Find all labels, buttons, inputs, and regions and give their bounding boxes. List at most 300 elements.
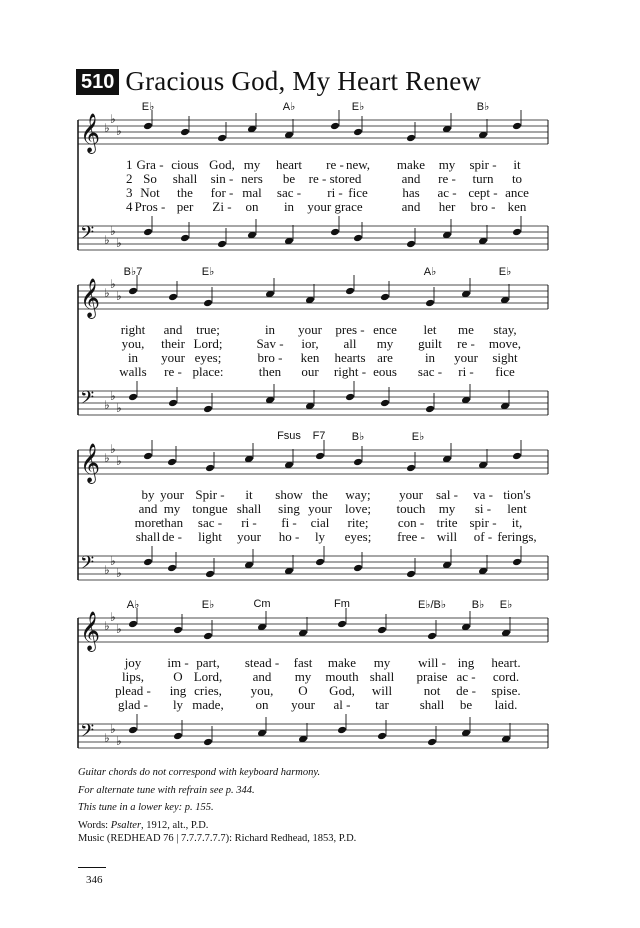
chord-symbol: A♭	[282, 101, 296, 113]
lyric-syllable: spir -	[469, 515, 497, 530]
lyric-syllable: make	[396, 157, 426, 172]
notehead	[512, 452, 522, 461]
notehead	[512, 558, 522, 567]
lyric-syllable: ing	[457, 655, 475, 670]
lyric-syllable: me	[458, 322, 474, 337]
lyric-syllable: spise.	[491, 683, 521, 698]
lyric-syllable: show	[275, 487, 303, 502]
lyric-syllable: and	[163, 322, 183, 337]
lyric-syllable: shall	[419, 697, 445, 712]
lyric-syllable: your	[237, 529, 261, 544]
lyric-line	[0, 364, 640, 379]
credits-words-source: Psalter	[110, 820, 142, 831]
lyric-syllable: my	[438, 157, 456, 172]
lyric-syllable: fi -	[281, 515, 297, 530]
lyric-line	[0, 157, 640, 172]
verse-number: 2	[126, 171, 133, 186]
credits-words	[78, 820, 208, 831]
lyric-syllable: on	[245, 199, 259, 214]
lyric-syllable: stead -	[244, 655, 280, 670]
lyric-syllable: shall	[236, 501, 262, 516]
lyric-syllable: shall	[172, 171, 198, 186]
notehead	[512, 228, 522, 237]
notehead	[353, 128, 363, 137]
lyric-line	[0, 199, 640, 214]
lyric-syllable: con -	[397, 515, 425, 530]
lyric-syllable: guilt	[418, 336, 442, 351]
lyric-syllable: the	[177, 185, 193, 200]
lyric-syllable: joy	[124, 655, 142, 670]
lyric-line	[0, 669, 640, 684]
notehead	[143, 228, 153, 237]
chord-symbol: E♭	[201, 599, 215, 611]
flat-icon: ♭	[116, 289, 122, 303]
lyric-syllable: rite;	[347, 515, 369, 530]
lyric-syllable: bro -	[257, 350, 283, 365]
note-guitar-chords: Guitar chords do not correspond with keyboard harmony.	[78, 767, 321, 778]
lyric-syllable: ken	[507, 199, 527, 214]
lyric-syllable: Lord,	[193, 669, 223, 684]
lyric-syllable: your grace	[307, 199, 363, 214]
chord-symbol: E♭	[411, 431, 425, 443]
lyric-syllable: will -	[418, 655, 446, 670]
notehead	[380, 293, 390, 302]
notehead	[425, 405, 435, 414]
lyric-syllable: right	[120, 322, 146, 337]
notehead	[345, 287, 355, 296]
lyric-syllable: pres -	[335, 322, 365, 337]
notehead	[143, 122, 153, 131]
lyric-syllable: it,	[511, 515, 523, 530]
flat-icon: ♭	[110, 722, 116, 736]
lyric-syllable: mal	[242, 185, 262, 200]
notehead	[377, 732, 387, 741]
lyric-syllable: Sav -	[256, 336, 284, 351]
lyric-syllable: your	[399, 487, 423, 502]
lyric-syllable: my	[373, 655, 391, 670]
lyric-line	[0, 501, 640, 516]
verse-number: 1	[126, 157, 133, 172]
chord-symbol: E♭	[499, 599, 513, 611]
lyric-syllable: your	[161, 350, 185, 365]
lyric-syllable: your	[298, 322, 322, 337]
footer-rule	[78, 867, 106, 868]
notehead	[128, 726, 138, 735]
bass-clef-icon: 𝄢	[80, 223, 95, 248]
lyric-syllable: be	[459, 697, 473, 712]
lyric-syllable: my	[243, 157, 261, 172]
lyric-syllable: shall	[369, 669, 395, 684]
lyric-syllable: in	[127, 350, 139, 365]
flat-icon: ♭	[110, 277, 116, 291]
lyric-syllable: de -	[456, 683, 476, 698]
treble-clef-icon: 𝄞	[80, 443, 101, 483]
lyric-syllable: eyes;	[194, 350, 222, 365]
lyric-syllable: their	[161, 336, 185, 351]
lyric-syllable: God,	[329, 683, 355, 698]
treble-clef-icon: 𝄞	[80, 611, 101, 651]
lyric-syllable: stay,	[493, 322, 517, 337]
lyric-line	[0, 171, 640, 186]
notehead	[345, 393, 355, 402]
lyric-syllable: Zi -	[212, 199, 232, 214]
lyric-syllable: Gra -	[136, 157, 164, 172]
lyric-syllable: your	[291, 697, 315, 712]
flat-icon: ♭	[104, 619, 110, 633]
lyric-syllable: and	[401, 171, 421, 186]
lyric-syllable: sin -	[210, 171, 234, 186]
lyric-syllable: cept -	[468, 185, 498, 200]
notehead	[337, 620, 347, 629]
lyric-syllable: of -	[473, 529, 493, 544]
lyric-syllable: ior,	[301, 336, 319, 351]
bass-clef-icon: 𝄢	[80, 388, 95, 413]
notehead	[330, 228, 340, 237]
lyric-syllable: ri -	[241, 515, 257, 530]
lyric-syllable: ly	[172, 697, 184, 712]
lyric-syllable: O	[298, 683, 308, 698]
credits-music: Music (REDHEAD 76 | 7.7.7.7.7.7): Richard Redhead, 1853, P.D.	[78, 833, 357, 844]
flat-icon: ♭	[104, 121, 110, 135]
lyric-syllable: not	[423, 683, 441, 698]
lyric-syllable: lips,	[121, 669, 145, 684]
chord-symbol: B♭	[471, 599, 485, 611]
lyric-syllable: Pros -	[134, 199, 166, 214]
verse-number: 4	[126, 199, 133, 214]
hymn-header	[76, 66, 481, 97]
lyric-syllable: love;	[345, 501, 371, 516]
lyric-syllable: my	[438, 501, 456, 516]
notehead	[173, 732, 183, 741]
lyric-syllable: place:	[192, 364, 224, 379]
notehead	[205, 464, 215, 473]
chord-symbol: E♭	[351, 101, 365, 113]
notehead	[168, 399, 178, 408]
chord-symbol: Fm	[334, 598, 350, 610]
note-lower-key: This tune in a lower key: p. 155.	[78, 802, 214, 813]
lyric-syllable: ken	[300, 350, 320, 365]
lyric-syllable: be	[282, 171, 296, 186]
chord-symbol: Cm	[253, 598, 271, 610]
lyric-syllable: it	[513, 157, 521, 172]
notehead	[168, 293, 178, 302]
lyric-syllable: al -	[333, 697, 351, 712]
notehead	[203, 405, 213, 414]
lyric-syllable: your	[454, 350, 478, 365]
lyric-syllable: in	[283, 199, 295, 214]
flat-icon: ♭	[110, 554, 116, 568]
lyric-syllable: the	[312, 487, 328, 502]
flat-icon: ♭	[116, 401, 122, 415]
lyric-syllable: hearts	[334, 350, 366, 365]
notehead	[377, 626, 387, 635]
chord-symbol: B♭	[351, 431, 365, 443]
lyric-line	[0, 683, 640, 698]
flat-icon: ♭	[116, 622, 122, 636]
lyric-line	[0, 336, 640, 351]
lyric-syllable: tion's	[503, 487, 531, 502]
lyric-syllable: will	[371, 683, 393, 698]
lyric-syllable: ferings,	[497, 529, 537, 544]
lyric-syllable: de -	[162, 529, 182, 544]
lyric-syllable: cries,	[194, 683, 222, 698]
flat-icon: ♭	[110, 610, 116, 624]
lyric-syllable: tongue	[192, 501, 228, 516]
notehead	[173, 626, 183, 635]
note-alternate-tune: For alternate tune with refrain see p. 344.	[78, 785, 255, 796]
notehead	[128, 620, 138, 629]
lyric-syllable: will	[436, 529, 458, 544]
notehead	[353, 234, 363, 243]
notehead	[425, 299, 435, 308]
lyric-line	[0, 655, 640, 670]
lyric-syllable: made,	[192, 697, 224, 712]
notehead	[217, 240, 227, 249]
lyric-syllable: and	[252, 669, 272, 684]
notehead	[128, 287, 138, 296]
lyric-syllable: for -	[210, 185, 234, 200]
lyric-syllable: sight	[492, 350, 518, 365]
lyric-syllable: has	[402, 185, 420, 200]
lyric-syllable: ing	[169, 683, 187, 698]
flat-icon: ♭	[110, 112, 116, 126]
lyric-syllable: sal -	[435, 487, 459, 502]
flat-icon: ♭	[110, 389, 116, 403]
bass-clef-icon: 𝄢	[80, 721, 95, 746]
notehead	[315, 452, 325, 461]
lyric-syllable: fast	[293, 655, 313, 670]
chord-symbol: E♭	[141, 101, 155, 113]
lyric-syllable: shall	[135, 529, 161, 544]
lyric-syllable: ners	[241, 171, 263, 186]
lyric-syllable: plead -	[115, 683, 151, 698]
notehead	[380, 399, 390, 408]
lyric-syllable: my	[376, 336, 394, 351]
lyric-syllable: eyes;	[344, 529, 372, 544]
chord-symbol: A♭	[126, 599, 140, 611]
lyric-syllable: heart.	[491, 655, 521, 670]
credits-words-rest: , 1912, alt., P.D.	[141, 820, 209, 831]
treble-clef-icon: 𝄞	[80, 113, 101, 153]
lyric-syllable: it	[245, 487, 253, 502]
lyric-syllable: re -	[326, 157, 344, 172]
lyric-syllable: way;	[345, 487, 371, 502]
lyric-syllable: O	[173, 669, 183, 684]
lyric-syllable: heart	[276, 157, 302, 172]
lyric-syllable: ho -	[278, 529, 300, 544]
lyric-syllable: right -	[333, 364, 367, 379]
lyric-syllable: glad -	[118, 697, 148, 712]
lyric-syllable: my	[294, 669, 312, 684]
lyric-syllable: you,	[250, 683, 274, 698]
notehead	[205, 570, 215, 579]
lyric-syllable: to	[511, 171, 523, 186]
lyric-line	[0, 322, 640, 337]
lyric-syllable: you,	[121, 336, 145, 351]
notehead	[143, 452, 153, 461]
lyric-syllable: trite	[436, 515, 458, 530]
notehead	[143, 558, 153, 567]
lyric-syllable: mouth	[325, 669, 359, 684]
notehead	[203, 632, 213, 641]
lyric-syllable: laid.	[494, 697, 518, 712]
lyric-syllable: sac -	[417, 364, 443, 379]
notehead	[217, 134, 227, 143]
lyric-syllable: free -	[397, 529, 425, 544]
lyric-syllable: on	[255, 697, 269, 712]
lyric-syllable: ac -	[437, 185, 457, 200]
verse-number: 3	[126, 185, 133, 200]
lyric-syllable: part,	[196, 655, 220, 670]
lyric-syllable: eous	[373, 364, 397, 379]
hymn-number-badge: 510	[76, 69, 119, 95]
lyric-syllable: fice	[495, 364, 515, 379]
lyric-syllable: si -	[474, 501, 492, 516]
lyric-syllable: walls	[119, 364, 147, 379]
notehead	[406, 240, 416, 249]
lyric-syllable: So	[143, 171, 157, 186]
lyric-syllable: tar	[375, 697, 389, 712]
flat-icon: ♭	[104, 451, 110, 465]
lyric-syllable: ac -	[456, 669, 476, 684]
lyric-syllable: ly	[314, 529, 326, 544]
lyric-syllable: in	[264, 322, 276, 337]
bass-clef-icon: 𝄢	[80, 553, 95, 578]
lyric-line	[0, 185, 640, 200]
notehead	[180, 128, 190, 137]
flat-icon: ♭	[104, 233, 110, 247]
lyric-syllable: light	[198, 529, 222, 544]
lyric-syllable: touch	[396, 501, 426, 516]
lyric-line	[0, 350, 640, 365]
lyric-syllable: Spir -	[195, 487, 225, 502]
flat-icon: ♭	[116, 454, 122, 468]
notehead	[427, 738, 437, 747]
flat-icon: ♭	[104, 286, 110, 300]
lyric-syllable: ence	[373, 322, 397, 337]
lyric-syllable: turn	[472, 171, 494, 186]
treble-clef-icon: 𝄞	[80, 278, 101, 318]
lyric-syllable: more	[134, 515, 162, 530]
lyric-syllable: spir -	[469, 157, 497, 172]
notehead	[337, 726, 347, 735]
flat-icon: ♭	[116, 734, 122, 748]
chord-symbol: E♭	[498, 266, 512, 278]
lyric-syllable: sac -	[197, 515, 223, 530]
flat-icon: ♭	[116, 124, 122, 138]
chord-symbol: E♭	[201, 266, 215, 278]
lyric-syllable: my	[163, 501, 181, 516]
lyric-syllable: per	[176, 199, 194, 214]
lyric-syllable: sac -	[276, 185, 302, 200]
lyric-syllable: than	[160, 515, 184, 530]
lyric-syllable: God,	[209, 157, 235, 172]
lyric-syllable: cious	[171, 157, 199, 172]
lyric-syllable: then	[258, 364, 282, 379]
lyric-syllable: ance	[505, 185, 529, 200]
lyric-syllable: re - stored	[308, 171, 362, 186]
lyric-line	[0, 487, 640, 502]
lyric-syllable: all	[343, 336, 357, 351]
chord-symbol: A♭	[423, 266, 437, 278]
flat-icon: ♭	[116, 236, 122, 250]
lyric-line	[0, 697, 640, 712]
lyric-syllable: Lord;	[193, 336, 223, 351]
lyric-syllable: our	[301, 364, 319, 379]
lyric-line	[0, 529, 640, 544]
notehead	[512, 122, 522, 131]
lyric-syllable: and	[138, 501, 158, 516]
lyric-syllable: move,	[488, 336, 522, 351]
lyric-syllable: true;	[196, 322, 220, 337]
notehead	[167, 458, 177, 467]
lyric-line	[0, 515, 640, 530]
flat-icon: ♭	[116, 566, 122, 580]
lyric-syllable: praise	[416, 669, 448, 684]
lyric-syllable: your	[160, 487, 184, 502]
lyric-syllable: by	[141, 487, 155, 502]
notehead	[330, 122, 340, 131]
credits-words-label: Words:	[78, 820, 109, 831]
lyric-syllable: sing	[278, 501, 300, 516]
lyric-syllable: ri -	[458, 364, 474, 379]
lyric-syllable: bro -	[470, 199, 496, 214]
chord-symbol: Fsus	[277, 430, 301, 442]
lyric-syllable: re -	[164, 364, 182, 379]
lyric-syllable: re -	[438, 171, 456, 186]
notehead	[406, 464, 416, 473]
chord-symbol: E♭/B♭	[417, 599, 447, 611]
lyric-syllable: new,	[345, 157, 371, 172]
notehead	[353, 458, 363, 467]
notehead	[128, 393, 138, 402]
lyric-syllable: cial	[310, 515, 330, 530]
flat-icon: ♭	[104, 563, 110, 577]
notehead	[203, 738, 213, 747]
notehead	[203, 299, 213, 308]
flat-icon: ♭	[110, 442, 116, 456]
lyric-syllable: your	[308, 501, 332, 516]
chord-symbol: B♭7	[123, 266, 143, 278]
notehead	[427, 632, 437, 641]
lyric-syllable: lent	[507, 501, 527, 516]
lyric-syllable: re -	[457, 336, 475, 351]
lyric-syllable: Not	[140, 185, 160, 200]
notehead	[167, 564, 177, 573]
page-number: 346	[86, 874, 103, 886]
lyric-syllable: her	[438, 199, 456, 214]
lyric-syllable: ri -	[327, 185, 343, 200]
notehead	[180, 234, 190, 243]
hymn-title: Gracious God, My Heart Renew	[125, 66, 482, 96]
chord-symbol: F7	[312, 430, 326, 442]
lyric-syllable: cord.	[492, 669, 520, 684]
lyric-syllable: im -	[167, 655, 189, 670]
lyric-syllable: in	[424, 350, 436, 365]
lyric-syllable: make	[327, 655, 357, 670]
lyric-syllable: and	[401, 199, 421, 214]
notehead	[406, 134, 416, 143]
lyric-syllable: va -	[473, 487, 493, 502]
notehead	[315, 558, 325, 567]
notehead	[406, 570, 416, 579]
lyric-syllable: fice	[348, 185, 368, 200]
lyric-syllable: let	[423, 322, 437, 337]
flat-icon: ♭	[110, 224, 116, 238]
notehead	[353, 564, 363, 573]
lyric-syllable: are	[377, 350, 393, 365]
flat-icon: ♭	[104, 731, 110, 745]
